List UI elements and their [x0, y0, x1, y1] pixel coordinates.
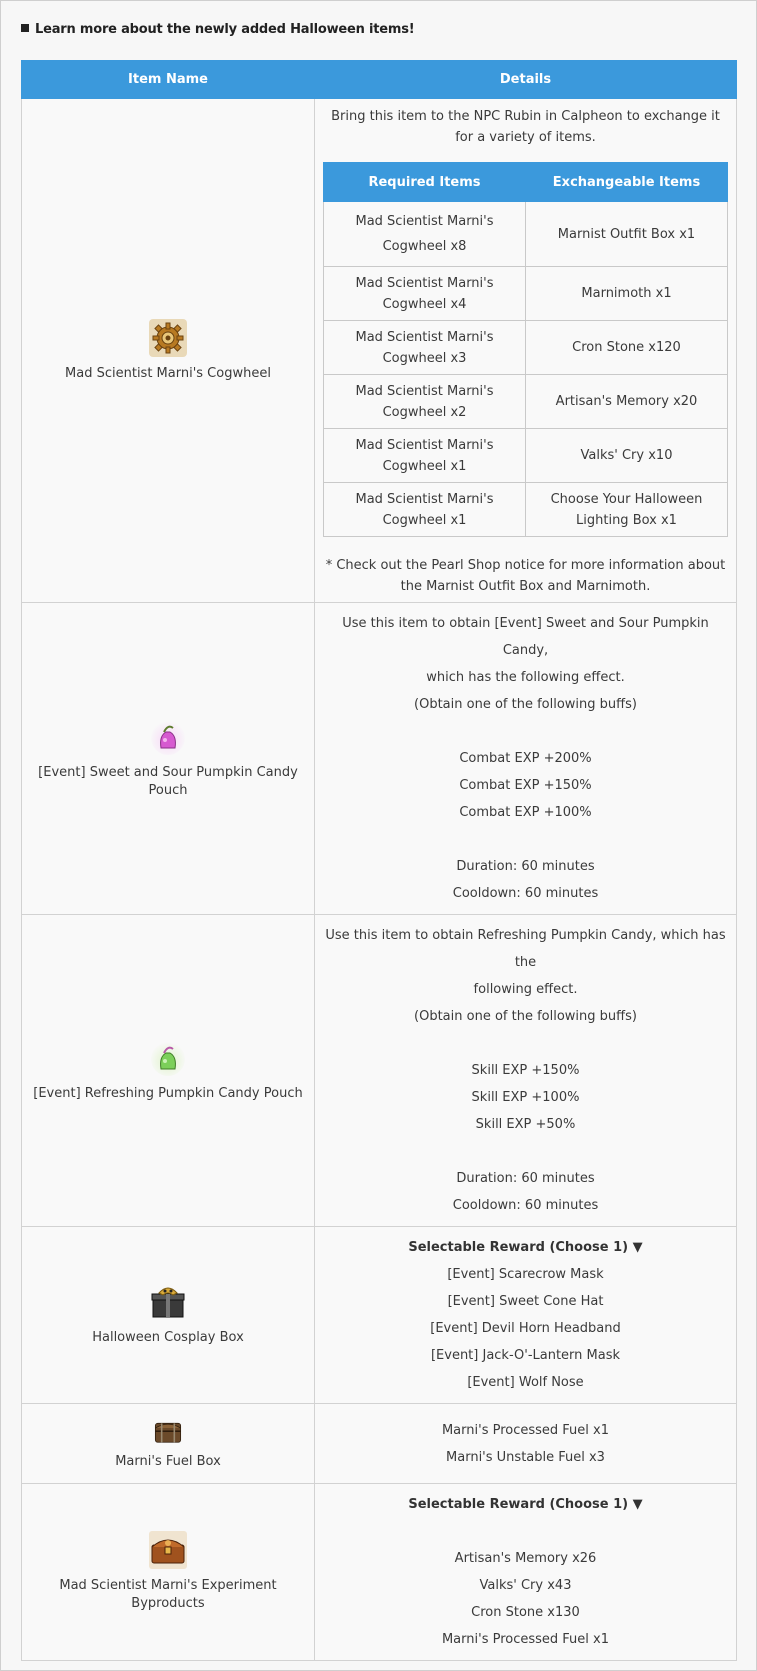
spacer-line — [321, 718, 730, 745]
table-row — [22, 99, 737, 603]
required-item: Mad Scientist Marni's Cogwheel x1 — [324, 429, 526, 483]
exchange-row — [324, 202, 728, 267]
square-bullet-icon — [21, 24, 29, 32]
detail-line: [Event] Scarecrow Mask — [447, 1267, 604, 1282]
exchangeable-item: Cron Stone x120 — [526, 321, 728, 375]
item-name-cell — [22, 915, 315, 1227]
item-name: [Event] Refreshing Pumpkin Candy Pouch — [33, 1085, 303, 1101]
page-heading: Learn more about the newly added Halloween items! — [21, 22, 415, 37]
detail-line: [Event] Devil Horn Headband — [430, 1321, 621, 1336]
header-item-name: Item Name — [22, 61, 315, 99]
detail-line: Combat EXP +150% — [459, 778, 592, 793]
reward-title: Selectable Reward (Choose 1) ▼ — [408, 1497, 643, 1512]
exchangeable-item: Marnist Outfit Box x1 — [526, 202, 728, 267]
table-row — [22, 1227, 737, 1404]
item-name-cell — [22, 1484, 315, 1661]
required-item: Mad Scientist Marni's Cogwheel x2 — [324, 375, 526, 429]
item-name-cell — [22, 1227, 315, 1404]
exchange-header-row — [324, 163, 728, 202]
detail-line: which has the following effect. — [426, 670, 625, 685]
detail-line: Artisan's Memory x26 — [454, 1551, 597, 1566]
detail-line: [Event] Sweet Cone Hat — [447, 1294, 604, 1309]
item-name: Mad Scientist Marni's Experiment Byproducts — [59, 1578, 277, 1611]
exchangeable-item: Choose Your Halloween Lighting Box x1 — [526, 483, 728, 537]
spacer-line — [321, 1030, 730, 1057]
table-header-row — [22, 61, 737, 99]
detail-line: Cron Stone x130 — [471, 1605, 580, 1620]
detail-line: Use this item to obtain Refreshing Pumpkin Candy, which has the — [325, 928, 726, 970]
table-row — [22, 603, 737, 915]
detail-line: (Obtain one of the following buffs) — [414, 697, 637, 712]
detail-line: Cooldown: 60 minutes — [452, 886, 599, 901]
detail-line: Marni's Unstable Fuel x3 — [446, 1449, 605, 1465]
exchangeable-item: Artisan's Memory x20 — [526, 375, 728, 429]
item-details-cell — [315, 1484, 737, 1661]
exchangeable-item: Marnimoth x1 — [526, 267, 728, 321]
item-name-cell — [22, 99, 315, 603]
spacer-line — [321, 826, 730, 853]
exchange-row — [324, 321, 728, 375]
detail-line: Valks' Cry x43 — [479, 1578, 572, 1593]
exchange-row — [324, 429, 728, 483]
detail-line: Duration: 60 minutes — [456, 1171, 595, 1186]
cogwheel-icon — [149, 319, 187, 357]
details-note: * Check out the Pearl Shop notice for more information about the Marnist Outfit Box and Marnimoth. — [325, 558, 726, 594]
detail-line: [Event] Jack-O'-Lantern Mask — [430, 1348, 621, 1363]
detail-line: Duration: 60 minutes — [456, 859, 595, 874]
exchangeable-item: Valks' Cry x10 — [526, 429, 728, 483]
item-name: Marni's Fuel Box — [115, 1453, 221, 1469]
item-name-cell — [22, 1404, 315, 1484]
item-details-cell — [315, 99, 737, 603]
detail-line: [Event] Wolf Nose — [467, 1375, 584, 1390]
reward-title: Selectable Reward (Choose 1) ▼ — [408, 1240, 643, 1255]
required-item: Mad Scientist Marni's Cogwheel x3 — [324, 321, 526, 375]
detail-line: Skill EXP +150% — [471, 1063, 580, 1078]
exchange-row — [324, 267, 728, 321]
item-details-cell — [315, 1227, 737, 1404]
item-name: Mad Scientist Marni's Cogwheel — [65, 365, 271, 381]
item-name: [Event] Sweet and Sour Pumpkin Candy Pouch — [38, 764, 298, 798]
exchange-row — [324, 483, 728, 537]
byproducts-chest-icon — [149, 1531, 187, 1569]
details-intro: Bring this item to the NPC Rubin in Calpheon to exchange it for a variety of items. — [331, 109, 720, 145]
required-item: Mad Scientist Marni's Cogwheel x1 — [324, 483, 526, 537]
spacer-line — [321, 1518, 730, 1545]
spacer-line — [321, 1138, 730, 1165]
detail-line: Combat EXP +100% — [459, 805, 592, 820]
item-details-cell — [315, 1404, 737, 1484]
detail-line: following effect. — [473, 982, 578, 997]
candy-pouch-green-icon — [149, 1039, 187, 1077]
fuel-box-icon — [149, 1417, 187, 1447]
header-details: Details — [315, 61, 737, 99]
item-details-cell — [315, 603, 737, 915]
header-required-items: Required Items — [324, 163, 526, 202]
cosplay-box-icon — [149, 1283, 187, 1321]
item-name-cell — [22, 603, 315, 915]
items-table — [21, 60, 737, 1661]
header-exchangeable-items: Exchangeable Items — [526, 163, 728, 202]
detail-line: Skill EXP +50% — [475, 1117, 576, 1132]
detail-line: Use this item to obtain [Event] Sweet and Sour Pumpkin Candy, — [342, 616, 709, 658]
detail-line: Marni's Processed Fuel x1 — [441, 1632, 610, 1647]
table-row — [22, 1484, 737, 1661]
item-name: Halloween Cosplay Box — [92, 1330, 244, 1345]
candy-pouch-pink-icon — [149, 718, 187, 756]
detail-line: Skill EXP +100% — [471, 1090, 580, 1105]
required-item: Mad Scientist Marni's Cogwheel x4 — [324, 267, 526, 321]
required-item: Mad Scientist Marni's Cogwheel x8 — [324, 202, 526, 267]
detail-line: Combat EXP +200% — [459, 751, 592, 766]
table-row — [22, 1404, 737, 1484]
exchange-row — [324, 375, 728, 429]
detail-line: Cooldown: 60 minutes — [452, 1198, 599, 1213]
detail-line: Marni's Processed Fuel x1 — [441, 1422, 610, 1438]
table-row — [22, 915, 737, 1227]
detail-line: (Obtain one of the following buffs) — [414, 1009, 637, 1024]
exchange-table — [323, 162, 728, 537]
item-details-cell — [315, 915, 737, 1227]
